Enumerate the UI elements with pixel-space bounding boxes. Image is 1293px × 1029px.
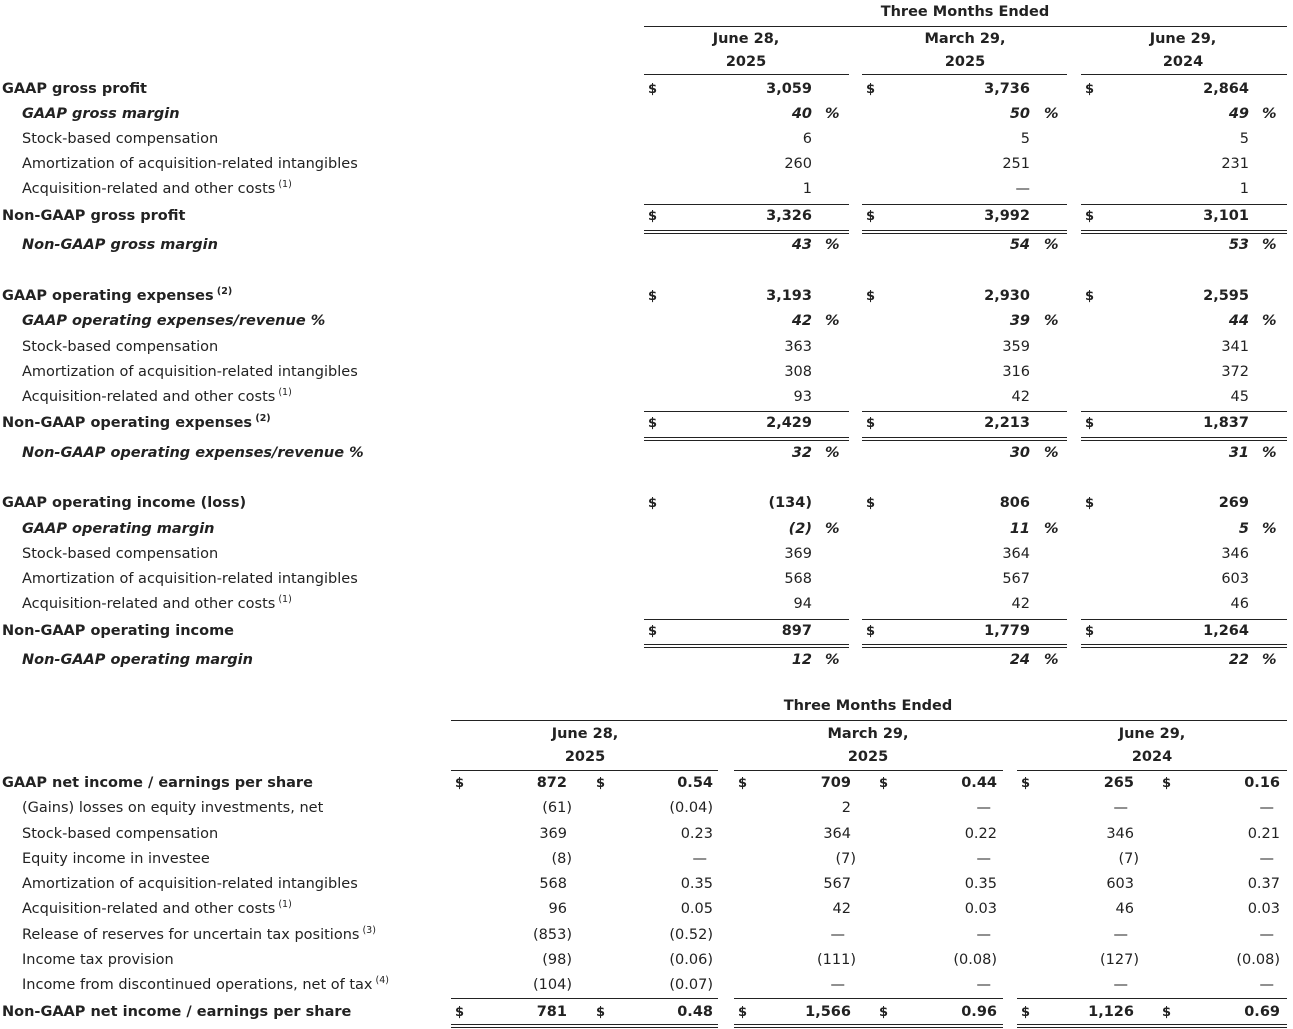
table1-row-label: Acquisition-related and other costs $^{(1)}$: [22, 594, 292, 612]
percent-sign: %: [825, 106, 840, 122]
table1-row-label: Stock-based compensation: [22, 131, 219, 147]
table1-total-double-rule: [862, 437, 1067, 441]
table1-row-label: Stock-based compensation: [22, 339, 219, 355]
table1-cell-value: 6: [802, 131, 812, 147]
percent-sign: %: [1262, 652, 1277, 668]
table2-subtotal-rule: [734, 998, 1003, 999]
table1-cell-value: 3,736: [984, 81, 1030, 97]
table2-cell-value: 1,566: [805, 1004, 851, 1020]
footnote-marker: (1): [275, 899, 292, 911]
table2-row-label: Stock-based compensation: [22, 826, 219, 842]
dollar-sign: $: [455, 1005, 465, 1020]
table1-header-rule: [644, 26, 1287, 27]
table1-column-year: 2025: [944, 54, 986, 70]
table1-row-label: GAAP operating expenses $^{(2)}$: [2, 286, 233, 304]
footnote-marker: (1): [275, 179, 292, 191]
table2-cell-value: (0.07): [669, 977, 713, 993]
table1-total-double-rule: [1081, 644, 1287, 648]
table2-cell-value: 872: [536, 775, 567, 791]
table2-row-label: Income tax provision: [22, 952, 174, 968]
dollar-sign: $: [648, 624, 658, 639]
footnote-marker: (1): [275, 387, 292, 399]
table1-total-double-rule: [862, 644, 1067, 648]
dollar-sign: $: [596, 1005, 606, 1020]
table2-cell-value: 781: [536, 1004, 567, 1020]
table1-cell-value: 93: [793, 389, 812, 405]
table2-column-year: 2024: [1131, 749, 1173, 765]
table1-cell-value: 42: [1011, 389, 1030, 405]
table1-row-label: Non-GAAP operating expenses/revenue %: [22, 445, 364, 461]
table2-cell-value: —: [830, 927, 845, 943]
table1-row-label: Amortization of acquisition-related intangibles: [22, 156, 358, 172]
table2-row-label: Release of reserves for uncertain tax positions $^{(3)}$: [22, 925, 376, 943]
table1-subtotal-rule: [644, 204, 849, 205]
percent-sign: %: [1044, 521, 1059, 537]
table2-cell-value: 265: [1103, 775, 1134, 791]
table1-cell-value: 341: [1221, 339, 1249, 355]
table2-cell-value: 0.35: [680, 876, 713, 892]
table1-cell-value: (134): [768, 495, 812, 511]
dollar-sign: $: [866, 289, 876, 304]
table2-cell-value: 0.35: [964, 876, 997, 892]
dollar-sign: $: [1085, 209, 1095, 224]
percent-sign: %: [1044, 652, 1059, 668]
table2-cell-value: (98): [542, 952, 572, 968]
percent-sign: %: [1044, 445, 1059, 461]
table1-row-label: Non-GAAP operating income: [2, 623, 235, 639]
table2-cell-value: 42: [832, 901, 851, 917]
dollar-sign: $: [866, 416, 876, 431]
table2-cell-value: (127): [1100, 952, 1139, 968]
dollar-sign: $: [866, 496, 876, 511]
percent-sign: %: [825, 521, 840, 537]
table2-cell-value: 0.96: [961, 1004, 997, 1020]
table1-cell-value: 1: [802, 181, 812, 197]
table2-cell-value: (8): [551, 851, 572, 867]
dollar-sign: $: [1085, 289, 1095, 304]
dollar-sign: $: [455, 776, 465, 791]
table1-total-double-rule: [644, 230, 849, 234]
table1-cell-value: 5: [1239, 131, 1249, 147]
table1-subtotal-rule: [644, 411, 849, 412]
table1-subtotal-rule: [862, 619, 1067, 620]
table2-cell-value: —: [1259, 977, 1274, 993]
table1-cell-value: 53: [1228, 237, 1249, 253]
footnote-marker: (4): [372, 975, 389, 987]
table1-cell-value: 1,779: [984, 623, 1030, 639]
table2-header-rule: [451, 720, 1287, 721]
table2-cell-value: 0.16: [1244, 775, 1280, 791]
dollar-sign: $: [738, 1005, 748, 1020]
table2-row-label: Income from discontinued operations, net of tax $^{(4)}$: [22, 975, 389, 993]
table2-cell-value: 567: [823, 876, 851, 892]
table1-subtotal-rule: [1081, 411, 1287, 412]
table2-column-date: June 28,: [551, 726, 619, 742]
table1-cell-value: 806: [999, 495, 1030, 511]
table1-cell-value: 3,059: [766, 81, 812, 97]
footnote-marker: (1): [275, 594, 292, 606]
percent-sign: %: [1044, 313, 1059, 329]
table2-cell-value: (853): [533, 927, 572, 943]
table1-row-label: GAAP gross margin: [22, 106, 180, 122]
table1-column-rule: [1081, 74, 1287, 75]
table2-cell-value: 0.44: [961, 775, 997, 791]
table1-cell-value: 603: [1221, 571, 1249, 587]
footnote-marker: (2): [213, 286, 233, 298]
table2-cell-value: (0.08): [1236, 952, 1280, 968]
table1-row-label: GAAP operating margin: [22, 521, 215, 537]
table1-total-double-rule: [644, 437, 849, 441]
table1-cell-value: 3,326: [766, 208, 812, 224]
table1-row-label: Amortization of acquisition-related intangibles: [22, 571, 358, 587]
footnote-marker: (2): [252, 413, 271, 425]
table2-row-label: (Gains) losses on equity investments, net: [22, 800, 324, 816]
table2-cell-value: (104): [533, 977, 572, 993]
table1-cell-value: 12: [791, 652, 812, 668]
dollar-sign: $: [648, 209, 658, 224]
table2-cell-value: —: [976, 977, 991, 993]
table1-cell-value: 260: [784, 156, 812, 172]
percent-sign: %: [825, 445, 840, 461]
table1-cell-value: 46: [1230, 596, 1249, 612]
table2-cell-value: 568: [539, 876, 567, 892]
table1-cell-value: 45: [1230, 389, 1249, 405]
dollar-sign: $: [1162, 1005, 1172, 1020]
table1-cell-value: 2,213: [984, 415, 1030, 431]
table2-row-label: Equity income in investee: [22, 851, 210, 867]
table1-cell-value: 30: [1009, 445, 1030, 461]
table1-cell-value: 568: [784, 571, 812, 587]
table2-cell-value: —: [1113, 977, 1128, 993]
table1-column-year: 2024: [1162, 54, 1204, 70]
table2-cell-value: 709: [820, 775, 851, 791]
table1-row-label: Amortization of acquisition-related intangibles: [22, 364, 358, 380]
table1-cell-value: —: [1015, 181, 1030, 197]
table1-row-label: Non-GAAP gross profit: [2, 208, 186, 224]
table2-cell-value: 0.21: [1247, 826, 1280, 842]
table1-cell-value: 346: [1221, 546, 1249, 562]
table1-cell-value: 22: [1228, 652, 1249, 668]
table1-subtotal-rule: [1081, 619, 1287, 620]
footnote-marker: (3): [359, 925, 376, 937]
table2-cell-value: 346: [1106, 826, 1134, 842]
table2-period-header: Three Months Ended: [783, 698, 953, 714]
table2-column-rule: [1017, 770, 1287, 771]
table2-total-double-rule: [734, 1024, 1003, 1028]
table1-row-label: Non-GAAP operating margin: [22, 652, 253, 668]
dollar-sign: $: [1162, 776, 1172, 791]
table1-cell-value: 2,930: [984, 288, 1030, 304]
table1-column-date: June 28,: [712, 31, 780, 47]
table1-cell-value: 308: [784, 364, 812, 380]
table2-cell-value: (111): [817, 952, 856, 968]
table1-row-label: GAAP operating income (loss): [2, 495, 247, 511]
table1-cell-value: 372: [1221, 364, 1249, 380]
dollar-sign: $: [866, 209, 876, 224]
table2-column-rule: [734, 770, 1003, 771]
table2-cell-value: —: [1259, 800, 1274, 816]
table2-row-label: Non-GAAP net income / earnings per share: [2, 1004, 352, 1020]
table1-cell-value: 3,992: [984, 208, 1030, 224]
table2-cell-value: 0.48: [677, 1004, 713, 1020]
table2-cell-value: 603: [1106, 876, 1134, 892]
table1-cell-value: 5: [1238, 521, 1249, 537]
table1-cell-value: 2,595: [1203, 288, 1249, 304]
table2-cell-value: (61): [542, 800, 572, 816]
table1-cell-value: 32: [791, 445, 812, 461]
table2-cell-value: 46: [1115, 901, 1134, 917]
percent-sign: %: [1262, 445, 1277, 461]
table2-cell-value: 1,126: [1088, 1004, 1134, 1020]
dollar-sign: $: [648, 496, 658, 511]
table2-row-label: GAAP net income / earnings per share: [2, 775, 313, 791]
table1-cell-value: 231: [1221, 156, 1249, 172]
table2-cell-value: —: [830, 977, 845, 993]
table1-cell-value: 49: [1228, 106, 1249, 122]
table2-cell-value: 0.23: [680, 826, 713, 842]
table1-column-date: June 29,: [1149, 31, 1217, 47]
dollar-sign: $: [596, 776, 606, 791]
table1-column-year: 2025: [725, 54, 767, 70]
table1-cell-value: 44: [1228, 313, 1249, 329]
table2-total-double-rule: [1017, 1024, 1287, 1028]
table2-cell-value: —: [692, 851, 707, 867]
table1-cell-value: 1: [1239, 181, 1249, 197]
table2-subtotal-rule: [451, 998, 718, 999]
dollar-sign: $: [648, 416, 658, 431]
table2-cell-value: 2: [841, 800, 851, 816]
table1-subtotal-rule: [644, 619, 849, 620]
table2-cell-value: 0.05: [680, 901, 713, 917]
table1-cell-value: 24: [1009, 652, 1030, 668]
table2-cell-value: 0.37: [1247, 876, 1280, 892]
table1-cell-value: 567: [1002, 571, 1030, 587]
table1-cell-value: 3,101: [1203, 208, 1249, 224]
table1-subtotal-rule: [862, 411, 1067, 412]
table2-cell-value: 0.54: [677, 775, 713, 791]
table1-cell-value: 11: [1009, 521, 1030, 537]
dollar-sign: $: [1085, 82, 1095, 97]
table1-total-double-rule: [1081, 230, 1287, 234]
table1-cell-value: 50: [1009, 106, 1030, 122]
table2-total-double-rule: [451, 1024, 718, 1028]
table1-cell-value: 251: [1002, 156, 1030, 172]
table2-column-date: March 29,: [827, 726, 909, 742]
dollar-sign: $: [879, 1005, 889, 1020]
table1-cell-value: 39: [1009, 313, 1030, 329]
percent-sign: %: [825, 652, 840, 668]
table1-column-rule: [644, 74, 849, 75]
table2-cell-value: —: [1113, 800, 1128, 816]
table1-cell-value: 1,837: [1203, 415, 1249, 431]
table2-cell-value: —: [1259, 851, 1274, 867]
table2-cell-value: (0.08): [953, 952, 997, 968]
percent-sign: %: [1262, 106, 1277, 122]
table1-cell-value: 364: [1002, 546, 1030, 562]
dollar-sign: $: [1021, 776, 1031, 791]
percent-sign: %: [1262, 521, 1277, 537]
table1-cell-value: 43: [791, 237, 812, 253]
dollar-sign: $: [866, 624, 876, 639]
table2-subtotal-rule: [1017, 998, 1287, 999]
table2-cell-value: —: [1259, 927, 1274, 943]
table1-cell-value: 269: [1218, 495, 1249, 511]
table1-subtotal-rule: [862, 204, 1067, 205]
table1-cell-value: 359: [1002, 339, 1030, 355]
table1-total-double-rule: [862, 230, 1067, 234]
dollar-sign: $: [648, 82, 658, 97]
table1-column-date: March 29,: [924, 31, 1006, 47]
table1-row-label: Acquisition-related and other costs $^{(1)}$: [22, 179, 292, 197]
table2-cell-value: —: [1113, 927, 1128, 943]
table1-row-label: GAAP gross profit: [2, 81, 147, 97]
table2-column-date: June 29,: [1118, 726, 1186, 742]
dollar-sign: $: [866, 82, 876, 97]
table1-total-double-rule: [644, 644, 849, 648]
percent-sign: %: [1044, 106, 1059, 122]
table2-cell-value: 0.03: [1247, 901, 1280, 917]
dollar-sign: $: [1085, 624, 1095, 639]
table2-cell-value: 0.22: [964, 826, 997, 842]
percent-sign: %: [1044, 237, 1059, 253]
table2-cell-value: —: [976, 851, 991, 867]
table1-cell-value: 363: [784, 339, 812, 355]
table2-cell-value: 364: [823, 826, 851, 842]
table1-row-label: Acquisition-related and other costs $^{(1)}$: [22, 387, 292, 405]
table2-cell-value: (7): [835, 851, 856, 867]
table2-cell-value: (0.06): [669, 952, 713, 968]
table1-cell-value: (2): [788, 521, 812, 537]
dollar-sign: $: [1085, 416, 1095, 431]
table1-cell-value: 3,193: [766, 288, 812, 304]
table2-column-rule: [451, 770, 718, 771]
table1-cell-value: 54: [1009, 237, 1030, 253]
table2-cell-value: —: [976, 800, 991, 816]
table2-cell-value: —: [976, 927, 991, 943]
table1-cell-value: 369: [784, 546, 812, 562]
table2-cell-value: (0.52): [669, 927, 713, 943]
table1-cell-value: 2,864: [1203, 81, 1249, 97]
table1-cell-value: 316: [1002, 364, 1030, 380]
table1-cell-value: 31: [1228, 445, 1249, 461]
dollar-sign: $: [738, 776, 748, 791]
table2-row-label: Acquisition-related and other costs $^{(1)}$: [22, 899, 292, 917]
table2-cell-value: 0.03: [964, 901, 997, 917]
table1-cell-value: 2,429: [766, 415, 812, 431]
percent-sign: %: [825, 313, 840, 329]
dollar-sign: $: [648, 289, 658, 304]
percent-sign: %: [825, 237, 840, 253]
table1-cell-value: 42: [1011, 596, 1030, 612]
dollar-sign: $: [1021, 1005, 1031, 1020]
table1-row-label: GAAP operating expenses/revenue %: [22, 313, 326, 329]
table1-cell-value: 897: [781, 623, 812, 639]
table1-row-label: Non-GAAP operating expenses $^{(2)}$: [2, 413, 271, 431]
table1-cell-value: 40: [791, 106, 812, 122]
table2-row-label: Amortization of acquisition-related intangibles: [22, 876, 358, 892]
dollar-sign: $: [1085, 496, 1095, 511]
table2-column-year: 2025: [564, 749, 606, 765]
table2-cell-value: (0.04): [669, 800, 713, 816]
dollar-sign: $: [879, 776, 889, 791]
table2-column-year: 2025: [847, 749, 889, 765]
table1-cell-value: 94: [793, 596, 812, 612]
table1-column-rule: [862, 74, 1067, 75]
table2-cell-value: 369: [539, 826, 567, 842]
table2-cell-value: 96: [548, 901, 567, 917]
table1-cell-value: 5: [1020, 131, 1030, 147]
percent-sign: %: [1262, 313, 1277, 329]
table1-row-label: Non-GAAP gross margin: [22, 237, 218, 253]
table1-cell-value: 42: [791, 313, 812, 329]
table2-cell-value: 0.69: [1244, 1004, 1280, 1020]
table2-cell-value: (7): [1118, 851, 1139, 867]
table1-subtotal-rule: [1081, 204, 1287, 205]
table1-cell-value: 1,264: [1203, 623, 1249, 639]
table1-row-label: Stock-based compensation: [22, 546, 219, 562]
percent-sign: %: [1262, 237, 1277, 253]
table1-total-double-rule: [1081, 437, 1287, 441]
table1-period-header: Three Months Ended: [880, 4, 1050, 20]
